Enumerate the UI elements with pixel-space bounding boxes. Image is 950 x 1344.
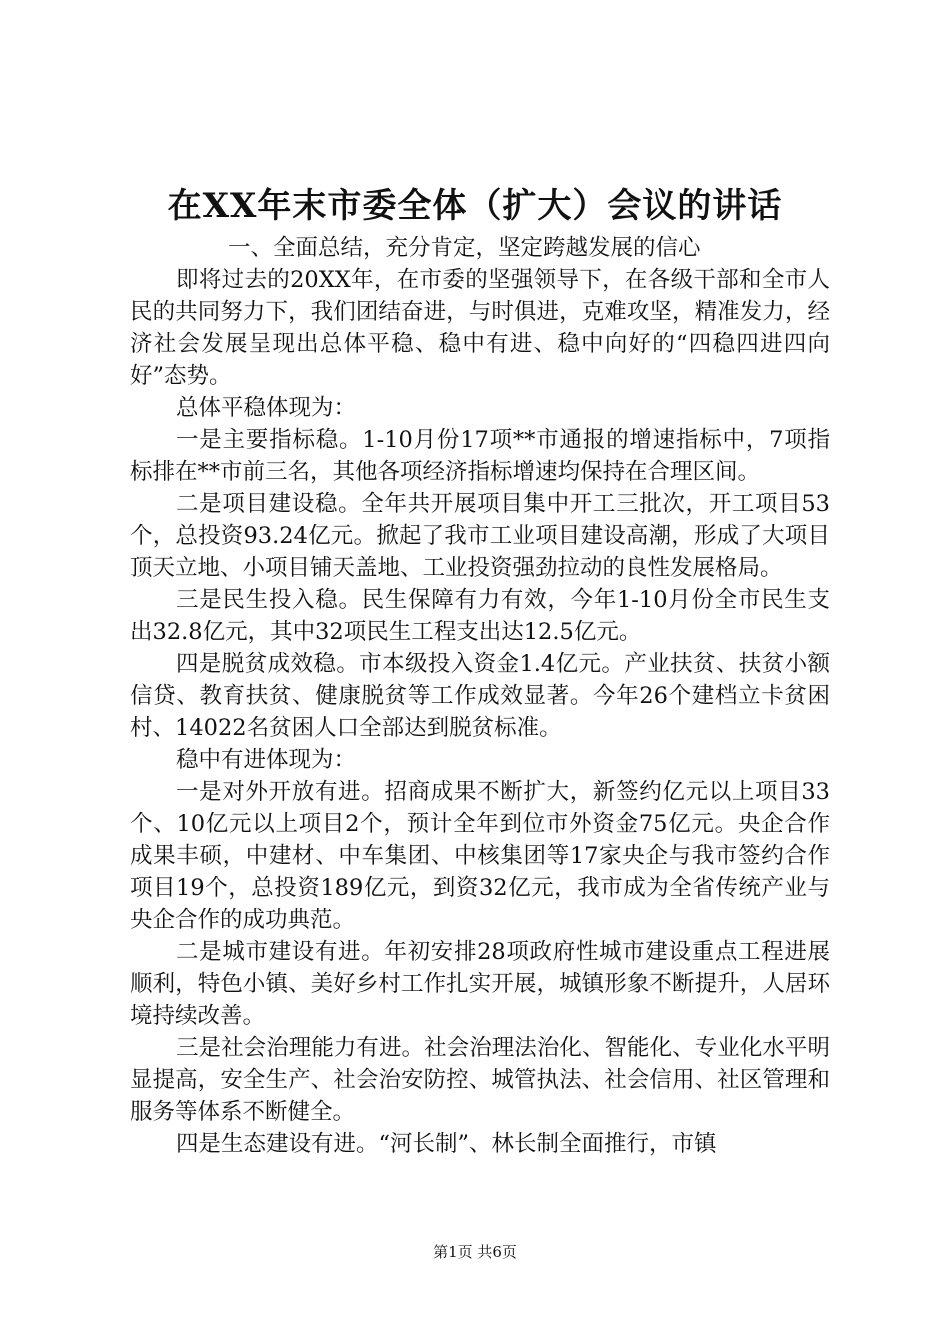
paragraph: 三是社会治理能力有进。社会治理法治化、智能化、专业化水平明显提高，安全生产、社会治安防控、城管执法、社会信用、社区管理和服务等体系不断健全。: [130, 1035, 830, 1125]
paragraph: 二是项目建设稳。全年共开展项目集中开工三批次，开工项目53个，总投资93.24亿元。掀起了我市工业项目建设高潮，形成了大项目顶天立地、小项目铺天盖地、工业投资强劲拉动的良性发展格局。: [130, 491, 830, 581]
document-title: 在XX年末市委全体（扩大）会议的讲话: [167, 186, 783, 226]
paragraph: 四是脱贫成效稳。市本级投入资金1.4亿元。产业扶贫、扶贫小额信贷、教育扶贫、健康脱贫等工作成效显著。今年26个建档立卡贫困村、14022名贫困人口全部达到脱贫标准。: [130, 651, 830, 741]
paragraph: 总体平稳体现为：: [176, 395, 357, 421]
paragraph: 四是生态建设有进。“河长制”、林长制全面推行，市镇: [176, 1131, 717, 1157]
document-body: [130, 232, 830, 1160]
paragraph: 三是民生投入稳。民生保障有力有效，今年1-10月份全市民生支出32.8亿元，其中32项民生工程支出达12.5亿元。: [130, 587, 830, 645]
paragraph: 二是城市建设有进。年初安排28项政府性城市建设重点工程进展顺利，特色小镇、美好乡村工作扎实开展，城镇形象不断提升，人居环境持续改善。: [130, 939, 830, 1029]
section-heading: 一、全面总结，充分肯定，坚定跨越发展的信心: [228, 235, 701, 261]
paragraph: 一是对外开放有进。招商成果不断扩大，新签约亿元以上项目33个、10亿元以上项目2个，预计全年到位市外资金75亿元。央企合作成果丰硕，中建材、中车集团、中核集团等17家央企与我市签约合作项目19个，总投资189亿元，到资32亿元，我市成为全省传统产业与央企合作的成功典范。: [130, 779, 830, 933]
paragraph: 即将过去的20XX年，在市委的坚强领导下，在各级干部和全市人民的共同努力下，我们团结奋进，与时俱进，克难攻坚，精准发力，经济社会发展呈现出总体平稳、稳中有进、稳中向好的“四稳四进四向好”态势。: [130, 267, 830, 389]
paragraph: 稳中有进体现为：: [176, 747, 357, 773]
page-footer: 第1页 共6页: [433, 1243, 517, 1261]
paragraph: 一是主要指标稳。1-10月份17项**市通报的增速指标中，7项指标排在**市前三名，其他各项经济指标增速均保持在合理区间。: [130, 427, 830, 485]
